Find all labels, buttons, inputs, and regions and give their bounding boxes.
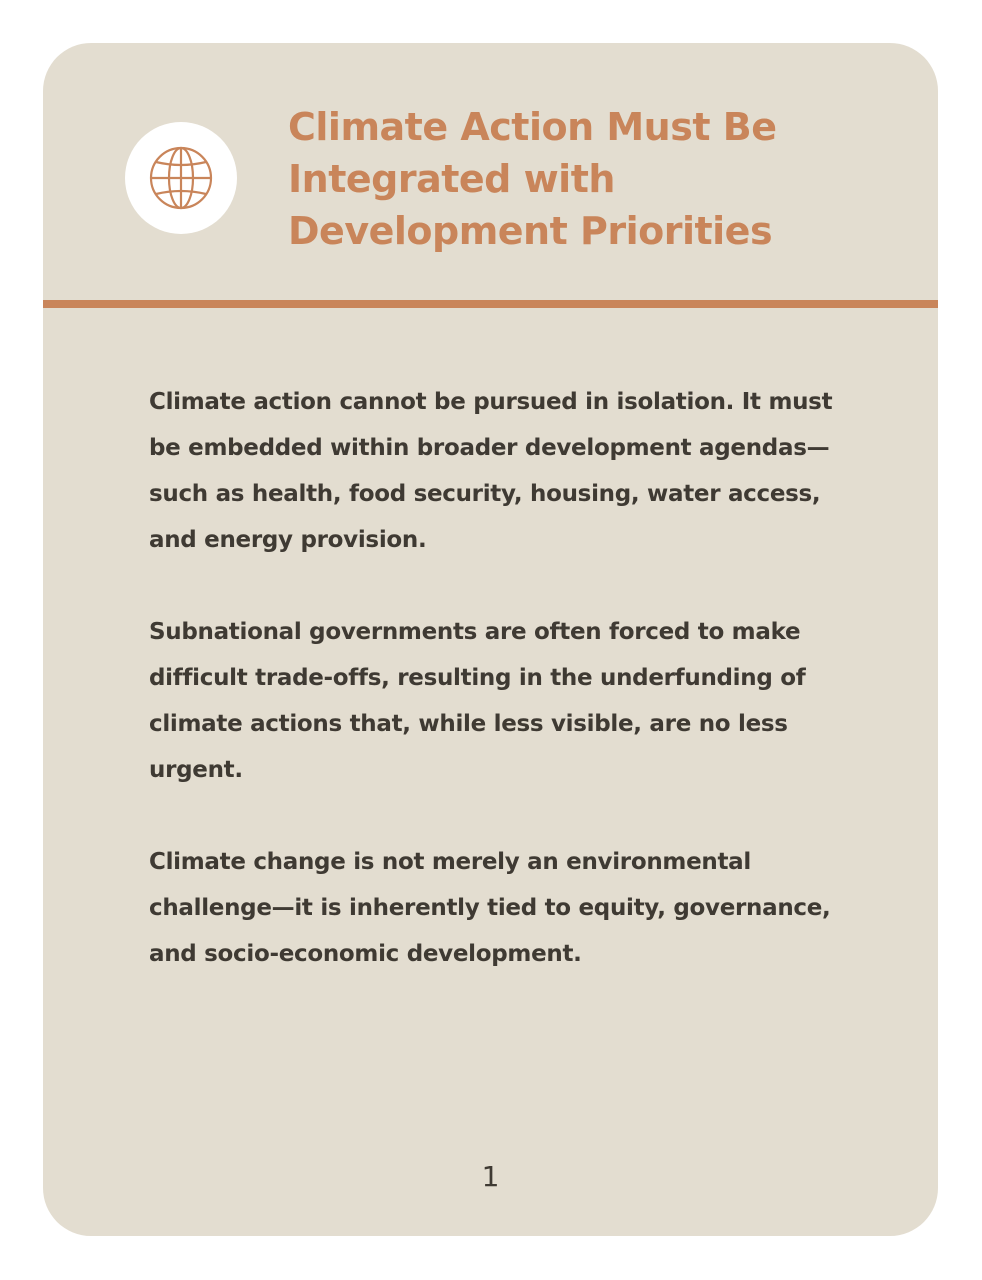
paragraph-tradeoffs: Subnational governments are often forced to make difficult trade-offs, resulting in the underfunding of climate actions that, while less visible, are no less urgent. [149,619,806,783]
content-card [43,43,938,1236]
body-text [149,379,849,1023]
paragraph-integration: Climate action cannot be pursued in isolation. It must be embedded within broader development agendas—such as health, food security, housing, water access, and energy provision. [149,389,833,553]
page-title: Climate Action Must Be Integrated with Development Priorities [288,105,777,253]
globe-icon [137,134,225,222]
header-divider [43,300,938,308]
page-number: 1 [481,1160,500,1193]
icon-badge [125,122,237,234]
paragraph-equity: Climate change is not merely an environmental challenge—it is inherently tied to equity, governance, and socio-economic development. [149,849,831,967]
